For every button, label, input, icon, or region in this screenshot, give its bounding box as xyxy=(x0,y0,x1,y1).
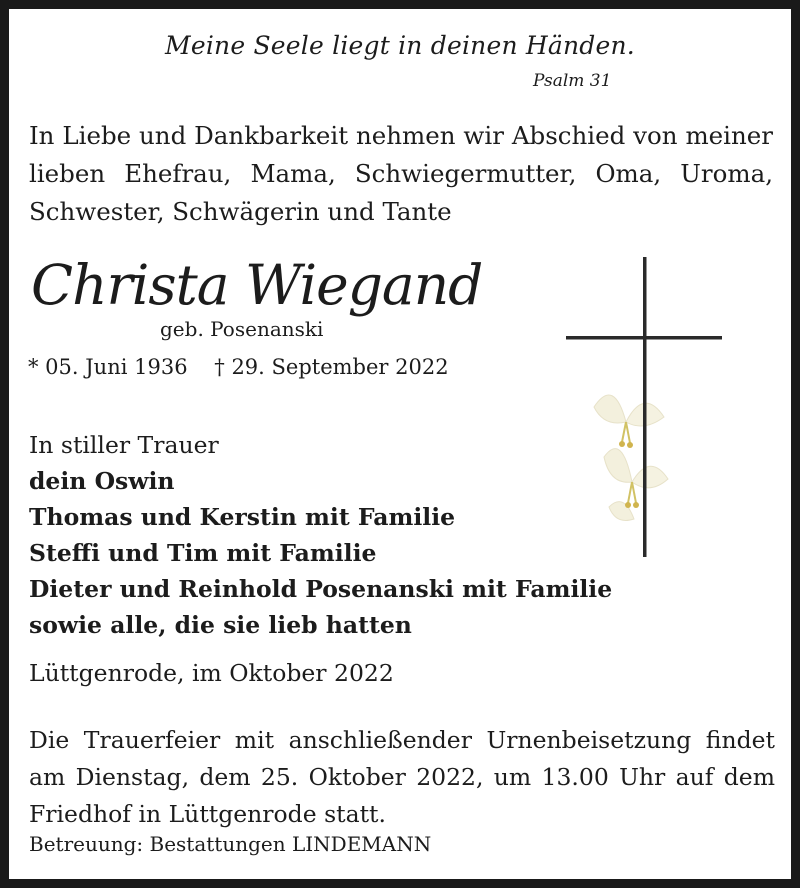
intro-text: In Liebe und Dankbarkeit nehmen wir Abschied von meiner lieben Ehefrau, Mama, Schwiegermutter, Oma, Uroma, Schwester, Schwägerin und Tante xyxy=(29,121,773,226)
bible-quote: Meine Seele liegt in deinen Händen. xyxy=(165,31,635,60)
mourner-line: dein Oswin xyxy=(29,467,175,495)
obituary-notice xyxy=(9,9,791,879)
life-dates xyxy=(28,355,449,379)
ceremony-text: Die Trauerfeier mit anschließender Urnenbeisetzung findet am Dienstag, dem 25. Oktober 2022, um 13.00 Uhr auf dem Friedhof in Lüttgenrode statt. xyxy=(29,726,775,828)
deceased-name: Christa Wiegand xyxy=(31,253,483,317)
funeral-home: Betreuung: Bestattungen LINDEMANN xyxy=(29,832,432,856)
birth-date: * 05. Juni 1936 xyxy=(28,355,188,379)
mourner-line: Dieter und Reinhold Posenanski mit Familie xyxy=(29,575,613,603)
mourner-line: Thomas und Kerstin mit Familie xyxy=(29,503,456,531)
death-date: † 29. September 2022 xyxy=(214,355,449,379)
cross-horizontal-bar xyxy=(566,336,722,340)
mourners-intro: In stiller Trauer xyxy=(29,431,219,459)
mourner-line: sowie alle, die sie lieb hatten xyxy=(29,611,412,639)
place-date: Lüttgenrode, im Oktober 2022 xyxy=(29,659,394,687)
born-name: geb. Posenanski xyxy=(160,317,324,341)
mourners-block xyxy=(29,427,612,643)
quote-source: Psalm 31 xyxy=(533,71,612,91)
mourner-line: Steffi und Tim mit Familie xyxy=(29,539,377,567)
cross-vertical-bar xyxy=(643,257,647,557)
